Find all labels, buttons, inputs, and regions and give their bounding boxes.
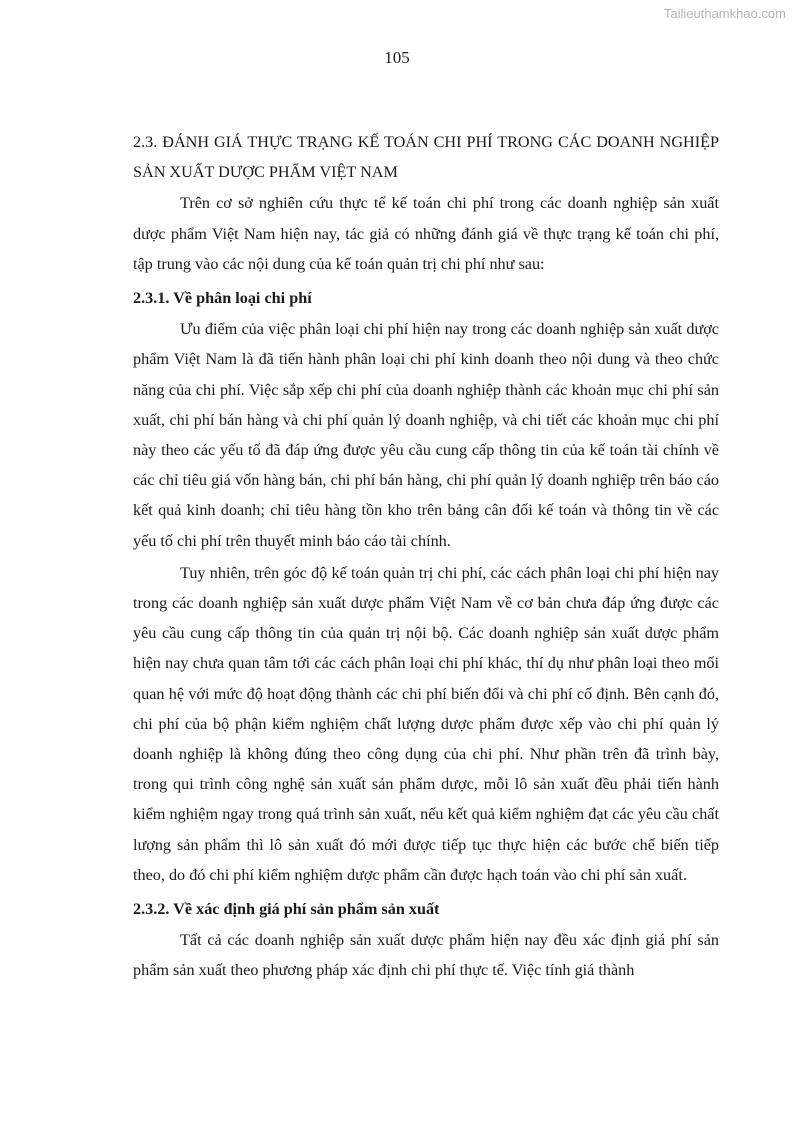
paragraph-limitations: Tuy nhiên, trên góc độ kế toán quản trị chi phí, các cách phân loại chi phí hiện nay trong các doanh nghiệp sản xuất dược phẩm Việt Nam về cơ bản chưa đáp ứng được các yêu cầu cung cấp thông tin của quản trị nội bộ. Các doanh nghiệp sản xuất dược phẩm hiện nay chưa quan tâm tới các cách phân loại chi phí khác, thí dụ như phân loại theo mối quan hệ với mức độ hoạt động thành các chi phí biến đổi và chi phí cố định. Bên cạnh đó, chi phí của bộ phận kiểm nghiệm chất lượng dược phẩm được xếp vào chi phí quản lý doanh nghiệp là không đúng theo công dụng của chi phí. Như phần trên đã trình bày, trong qui trình công nghệ sản xuất sản phẩm dược, mỗi lô sản xuất đều phải tiến hành kiểm nghiệm ngay trong quá trình sản xuất, nếu kết quả kiểm nghiệm đạt các yêu cầu chất lượng sản phẩm thì lô sản xuất đó mới được tiếp tục thực hiện các bước chế biến tiếp theo, do đó chi phí kiểm nghiệm dược phẩm cần được hạch toán vào chi phí sản xuất.: [133, 563, 719, 884]
paragraph-cost-determination: Tất cả các doanh nghiệp sản xuất dược phẩm hiện nay đều xác định giá phí sản phẩm sản xuất theo phương pháp xác định chi phí thực tế. Việc tính giá thành: [133, 931, 719, 980]
section-title: 2.3. ĐÁNH GIÁ THỰC TRẠNG KẾ TOÁN CHI PHÍ TRONG CÁC DOANH NGHIỆP SẢN XUẤT DƯỢC PHẨM VIỆT NAM: [133, 133, 719, 182]
page-number: 105: [384, 48, 410, 67]
subsection-title-2-3-1: 2.3.1. Về phân loại chi phí: [133, 289, 312, 308]
document-body: [133, 127, 719, 988]
watermark: Tailieuthamkhao.com: [663, 6, 786, 21]
paragraph-advantages: Ưu điểm của việc phân loại chi phí hiện nay trong các doanh nghiệp sản xuất dược phẩm Việt Nam là đã tiến hành phân loại chi phí kinh doanh theo nội dung và theo chức năng của chi phí. Việc sắp xếp chi phí của doanh nghiệp thành các khoản mục chi phí sản xuất, chi phí bán hàng và chi phí quản lý doanh nghiệp, và chi tiết các khoản mục chi phí này theo các yếu tố đã đáp ứng được yêu cầu cung cấp thông tin của kế toán tài chính về các chỉ tiêu giá vốn hàng bán, chi phí bán hàng, chi phí quản lý doanh nghiệp trên báo cáo kết quả kinh doanh; chỉ tiêu hàng tồn kho trên bảng cân đối kế toán và thông tin về các yếu tố chi phí trên thuyết minh báo cáo tài chính.: [133, 320, 719, 550]
subsection-title-2-3-2: 2.3.2. Về xác định giá phí sản phẩm sản xuất: [133, 900, 440, 919]
section-intro-paragraph: Trên cơ sở nghiên cứu thực tế kế toán chi phí trong các doanh nghiệp sản xuất dược phẩm Việt Nam hiện nay, tác giả có những đánh giá về thực trạng kế toán chi phí, tập trung vào các nội dung của kế toán quản trị chi phí như sau:: [133, 194, 719, 273]
